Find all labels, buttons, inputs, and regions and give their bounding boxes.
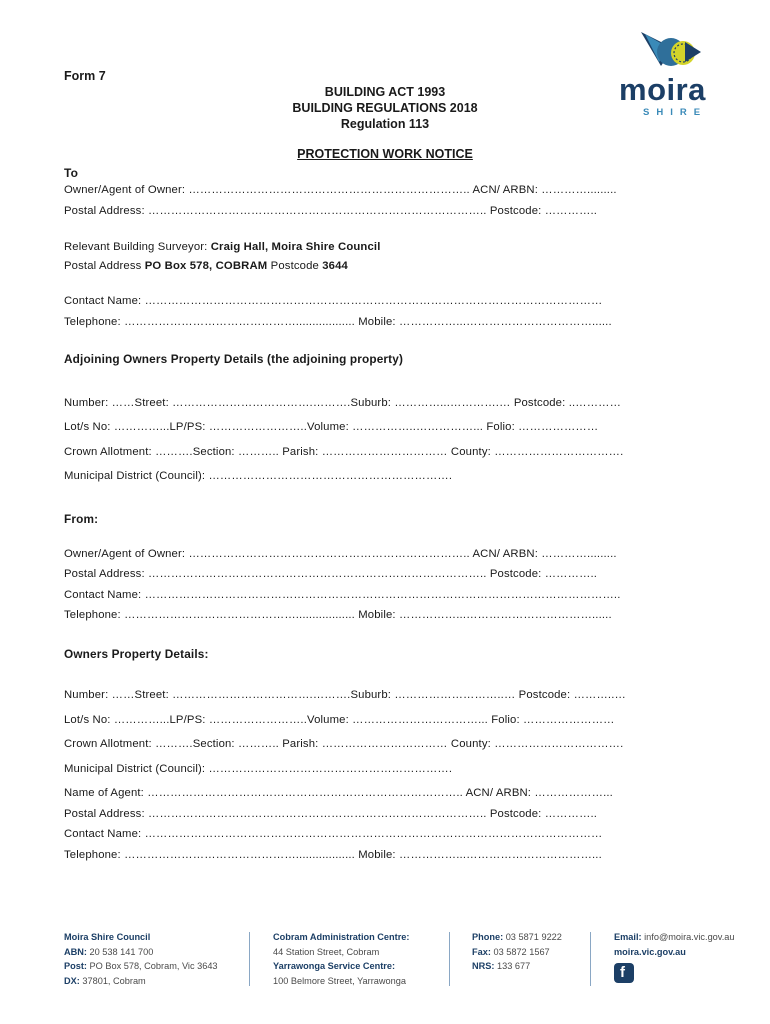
- from-heading: From:: [64, 512, 99, 526]
- to-telephone-field[interactable]: Telephone: ……………………………………….................. Mobile: ……………...……………………………......: [64, 316, 612, 328]
- facebook-icon[interactable]: f: [614, 963, 634, 983]
- footer-phone-label: Phone:: [472, 932, 504, 942]
- footer-fax: [472, 945, 562, 960]
- footer-post-value: PO Box 578, Cobram, Vic 3643: [86, 961, 218, 971]
- surveyor-postcode-label: Postcode: [267, 260, 323, 272]
- surveyor-address-value: PO Box 578, COBRAM: [144, 260, 268, 272]
- moira-shire-logo: [615, 28, 727, 123]
- adjoining-lot-field[interactable]: Lot/s No: …………...LP/PS: ……………………..Volume: ……………..……………... Folio: …………………: [64, 421, 599, 433]
- surveyor-value: Craig Hall, Moira Shire Council: [210, 241, 381, 253]
- owners-lot-field[interactable]: Lot/s No: …………...LP/PS: ……………………..Volume: ……………………………... Folio: ……………………: [64, 714, 615, 726]
- logo-name: moira: [619, 72, 706, 107]
- owners-crown-field[interactable]: Crown Allotment: ……….Section: ……….. Parish: …………………………… County: …………………………….: [64, 738, 624, 750]
- surveyor-address-line: [64, 260, 348, 272]
- owners-heading: Owners Property Details:: [64, 647, 209, 661]
- to-contact-field[interactable]: Contact Name: …………………………………………………………………………………………………………: [64, 295, 603, 307]
- logo-shire: SHIRE: [643, 107, 708, 118]
- footer-fax-value: 03 5872 1567: [490, 946, 550, 957]
- footer-phone-value: 03 5871 9222: [503, 932, 562, 942]
- from-contact-field[interactable]: Contact Name: ……………………………………………………………………………………………………………..: [64, 589, 621, 601]
- footer-nrs-value: 133 677: [494, 961, 531, 971]
- owners-number-street-field[interactable]: Number: ……Street: ……………………………….……….Suburb: ………………………..… Postcode: ………..…: [64, 689, 626, 701]
- to-postal-field[interactable]: Postal Address: …………………………………………………………………………….. Postcode: …………..: [64, 205, 598, 217]
- footer-dx-value: 37801, Cobram: [79, 975, 146, 986]
- to-owner-field[interactable]: Owner/Agent of Owner: ……………………………………………………………….. ACN/ ARBN: ………….........: [64, 184, 617, 196]
- to-heading: To: [64, 166, 79, 180]
- footer-dx: [64, 974, 218, 989]
- footer-council-col: [64, 930, 218, 988]
- adjoining-municipal-field[interactable]: Municipal District (Council): ……………………………………………………….: [64, 470, 453, 482]
- footer: [0, 930, 770, 1000]
- act-title: BUILDING ACT 1993: [324, 85, 446, 99]
- footer-email[interactable]: [614, 930, 734, 945]
- footer-post: [64, 959, 218, 974]
- footer-fax-label: Fax:: [472, 946, 491, 957]
- footer-divider: [590, 932, 591, 986]
- from-telephone-field[interactable]: Telephone: ……………………………………….................. Mobile: ……………...……………………………......: [64, 609, 612, 621]
- footer-nrs: [472, 959, 562, 974]
- regulation-number: Regulation 113: [340, 117, 430, 131]
- from-postal-field[interactable]: Postal Address: …………………………………………………………………………….. Postcode: …………..: [64, 568, 598, 580]
- surveyor-address-label: Postal Address: [64, 260, 145, 272]
- adjoining-number-street-field[interactable]: Number: ……Street: ……………………………….……….Suburb: …………...………….… Postcode: ..…………: [64, 397, 622, 409]
- footer-dx-label: DX:: [64, 975, 80, 986]
- footer-phone-col: [472, 930, 562, 974]
- regulations-title: BUILDING REGULATIONS 2018: [292, 101, 478, 115]
- footer-yarrawonga-address: 100 Belmore Street, Yarrawonga: [273, 975, 406, 986]
- footer-post-label: Post:: [64, 961, 87, 971]
- owners-municipal-field[interactable]: Municipal District (Council): ……………………………………………………….: [64, 763, 453, 775]
- from-owner-field[interactable]: Owner/Agent of Owner: ……………………………………………………………….. ACN/ ARBN: ………….........: [64, 548, 617, 560]
- footer-abn-label: ABN:: [64, 946, 87, 957]
- footer-centres-col: [273, 930, 409, 988]
- footer-cobram-centre: Cobram Administration Centre:: [273, 932, 410, 942]
- footer-abn: [64, 945, 218, 960]
- owners-agent-field[interactable]: Name of Agent: ……………………………………………………………………….. ACN/ ARBN: ………………...: [64, 787, 613, 799]
- footer-nrs-label: NRS:: [472, 961, 495, 971]
- footer-council-name: Moira Shire Council: [64, 932, 151, 942]
- footer-divider: [449, 932, 450, 986]
- footer-abn-value: 20 538 141 700: [86, 946, 154, 957]
- footer-phone: [472, 930, 562, 945]
- surveyor-postcode-value: 3644: [322, 260, 348, 272]
- footer-contact-col: [614, 930, 734, 959]
- footer-yarrawonga-centre: Yarrawonga Service Centre:: [273, 961, 396, 971]
- surveyor-label: Relevant Building Surveyor:: [64, 241, 211, 253]
- owners-contact-field[interactable]: Contact Name: …………………………………………………………………………………………………………: [64, 828, 603, 840]
- footer-email-label: Email:: [614, 932, 642, 942]
- footer-website-link[interactable]: moira.vic.gov.au: [614, 946, 686, 957]
- footer-cobram-address: 44 Station Street, Cobram: [273, 946, 380, 957]
- surveyor-line: [64, 241, 381, 253]
- footer-divider: [249, 932, 250, 986]
- adjoining-crown-field[interactable]: Crown Allotment: ……….Section: ……….. Parish: …………………………… County: …………………………….: [64, 446, 624, 458]
- footer-email-value[interactable]: info@moira.vic.gov.au: [641, 932, 735, 942]
- page-title: PROTECTION WORK NOTICE: [297, 147, 473, 161]
- adjoining-heading: Adjoining Owners Property Details (the adjoining property): [64, 352, 404, 366]
- owners-telephone-field[interactable]: Telephone: ……………………………………….................. Mobile: ……………...……………………………...: [64, 849, 602, 861]
- form-number: Form 7: [64, 69, 106, 83]
- owners-postal-field[interactable]: Postal Address: …………………………………………………………………………….. Postcode: …………..: [64, 808, 598, 820]
